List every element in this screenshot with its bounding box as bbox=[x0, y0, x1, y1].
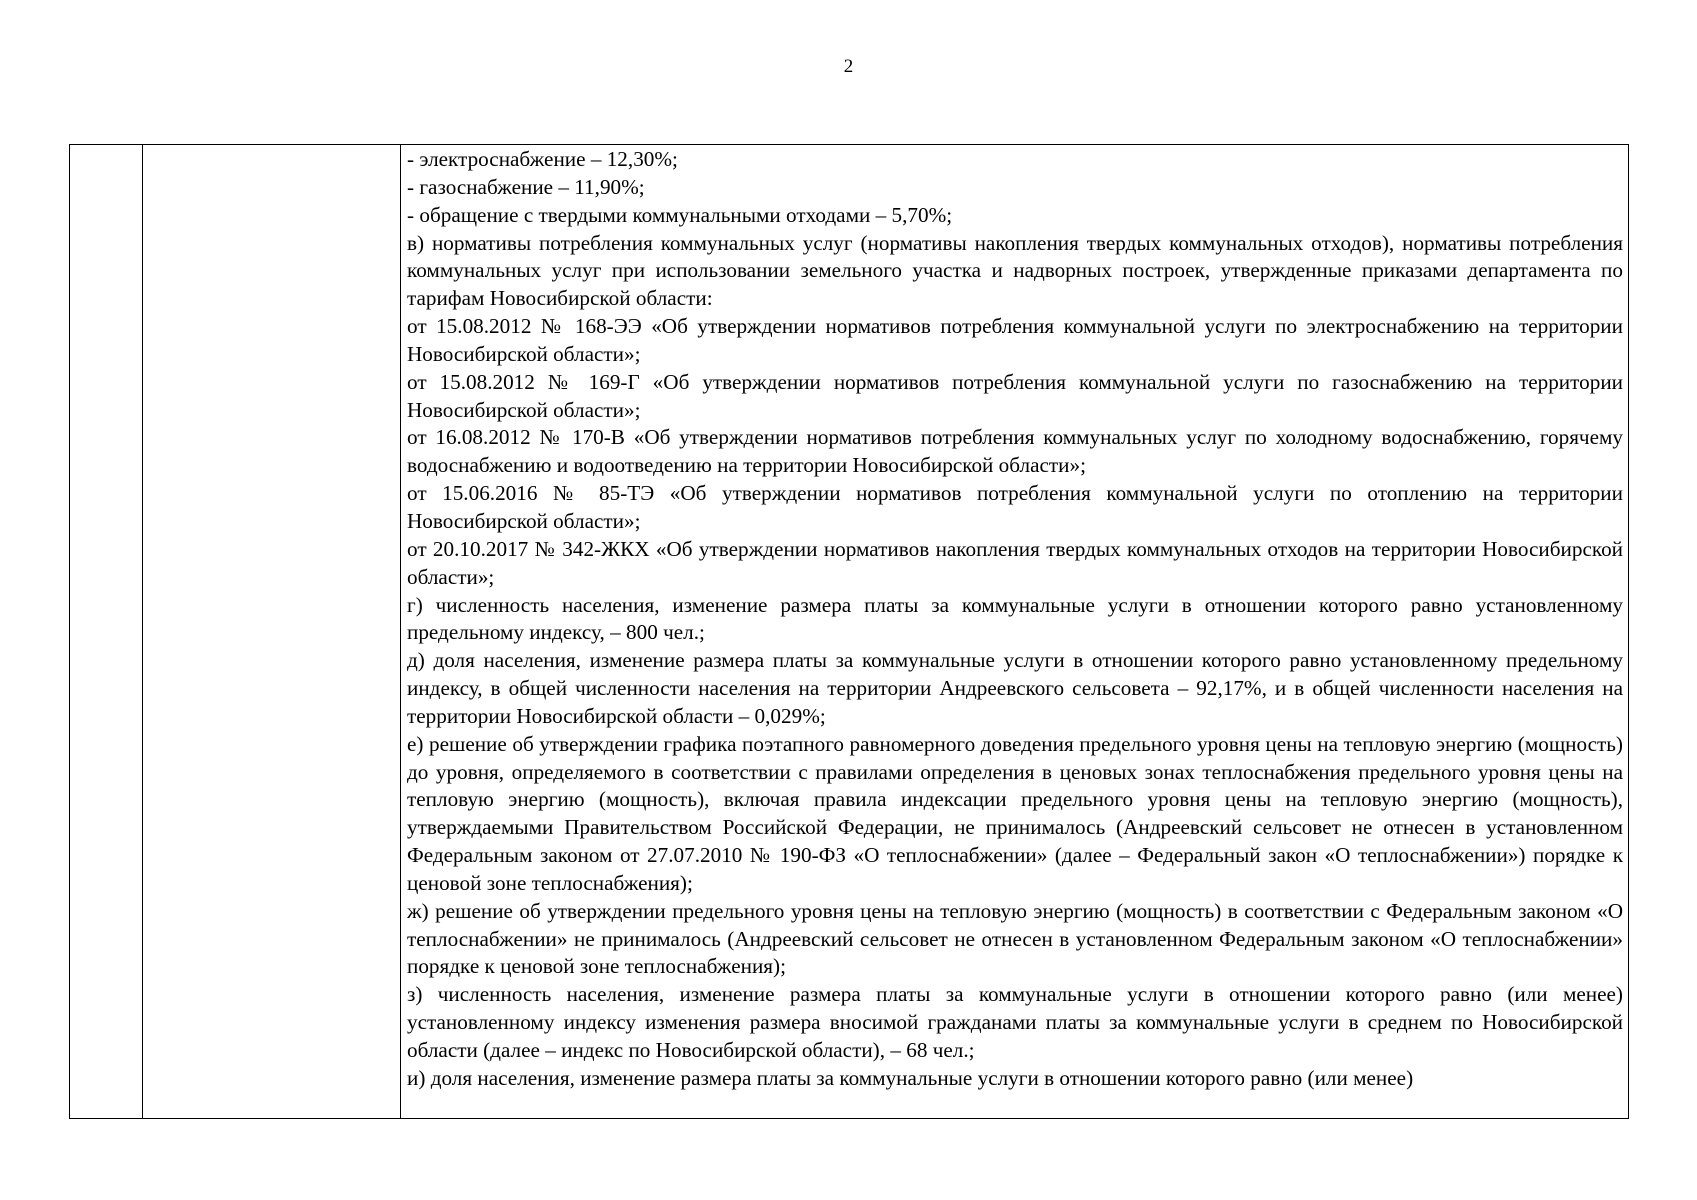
paragraph-item-zh: ж) решение об утверждении предельного уровня цены на тепловую энергию (мощность) в соответствии с Федеральным законом «О теплоснабжении» не принималось (Андреевский сельсовет не отнесен в установленном Федеральным законом «О теплоснабжении» порядке к ценовой зоне теплоснабжения); bbox=[407, 898, 1623, 979]
table-cell-number bbox=[70, 145, 143, 1118]
paragraph-order-169: от 15.08.2012 № 169-Г «Об утверждении нормативов потребления коммунальной услуги по газоснабжению на территории Новосибирской области»; bbox=[407, 369, 1623, 422]
paragraph-item-d: д) доля населения, изменение размера платы за коммунальные услуги в отношении которого равно установленному предельному индексу, в общей численности населения на территории Андреевского сельсовета – 92,17%, и в общей численности населения на территории Новосибирской области – 0,029%; bbox=[407, 648, 1623, 728]
paragraph-item-i: и) доля населения, изменение размера платы за коммунальные услуги в отношении которого равно (или менее) bbox=[407, 1065, 1414, 1090]
paragraph-item-g: г) численность населения, изменение размера платы за коммунальные услуги в отношении которого равно установленному предельному индексу, – 800 чел.; bbox=[407, 592, 1623, 645]
paragraph-electricity-index: - электроснабжение – 12,30%; bbox=[407, 147, 678, 171]
page-number: 2 bbox=[843, 56, 854, 77]
paragraph-order-85: от 15.06.2016 № 85-ТЭ «Об утверждении нормативов потребления коммунальной услуги по отоплению на территории Новосибирской области»; bbox=[407, 481, 1623, 533]
paragraph-order-168: от 15.08.2012 № 168-ЭЭ «Об утверждении нормативов потребления коммунальной услуги по электроснабжению на территории Новосибирской области»; bbox=[407, 314, 1623, 366]
paragraph-gas-index: - газоснабжение – 11,90%; bbox=[407, 174, 645, 199]
paragraph-item-e: е) решение об утверждении графика поэтапного равномерного доведения предельного уровня цены на тепловую энергию (мощность) до уровня, определяемого в соответствии с правилами определения в ценовых зонах теплоснабжения предельного уровня цены на тепловую энергию (мощность), включая правила индексации предельного уровня цены на тепловую энергию (мощность), утверждаемыми Правительством Российской Федерации, не принималось (Андреевский сельсовет не отнесен в установленном Федеральным законом от 27.07.2010 № 190-ФЗ «О теплоснабжении» (далее – Федеральный закон «О теплоснабжении») порядке к ценовой зоне теплоснабжения); bbox=[407, 731, 1623, 895]
paragraph-item-v: в) нормативы потребления коммунальных услуг (нормативы накопления твердых коммунальных отходов), нормативы потребления коммунальных услуг при использовании земельного участка и надворных построек, утвержденные приказами департамента по тарифам Новосибирской области: bbox=[407, 230, 1623, 311]
table-cell-content bbox=[401, 145, 1628, 1118]
paragraph-item-z: з) численность населения, изменение размера платы за коммунальные услуги в отношении которого равно (или менее) установленному индексу изменения размера вносимой гражданами платы за коммунальные услуги в среднем по Новосибирской области (далее – индекс по Новосибирской области), – 68 чел.; bbox=[407, 982, 1623, 1062]
document-table bbox=[69, 144, 1629, 1119]
paragraph-waste-index: - обращение с твердыми коммунальными отходами – 5,70%; bbox=[407, 202, 953, 227]
table-cell-title bbox=[143, 145, 401, 1118]
paragraph-order-342: от 20.10.2017 № 342-ЖКХ «Об утверждении нормативов накопления твердых коммунальных отходов на территории Новосибирской области»; bbox=[407, 536, 1623, 589]
paragraph-order-170: от 16.08.2012 № 170-В «Об утверждении нормативов потребления коммунальных услуг по холодному водоснабжению, горячему водоснабжению и водоотведению на территории Новосибирской области»; bbox=[407, 425, 1623, 478]
